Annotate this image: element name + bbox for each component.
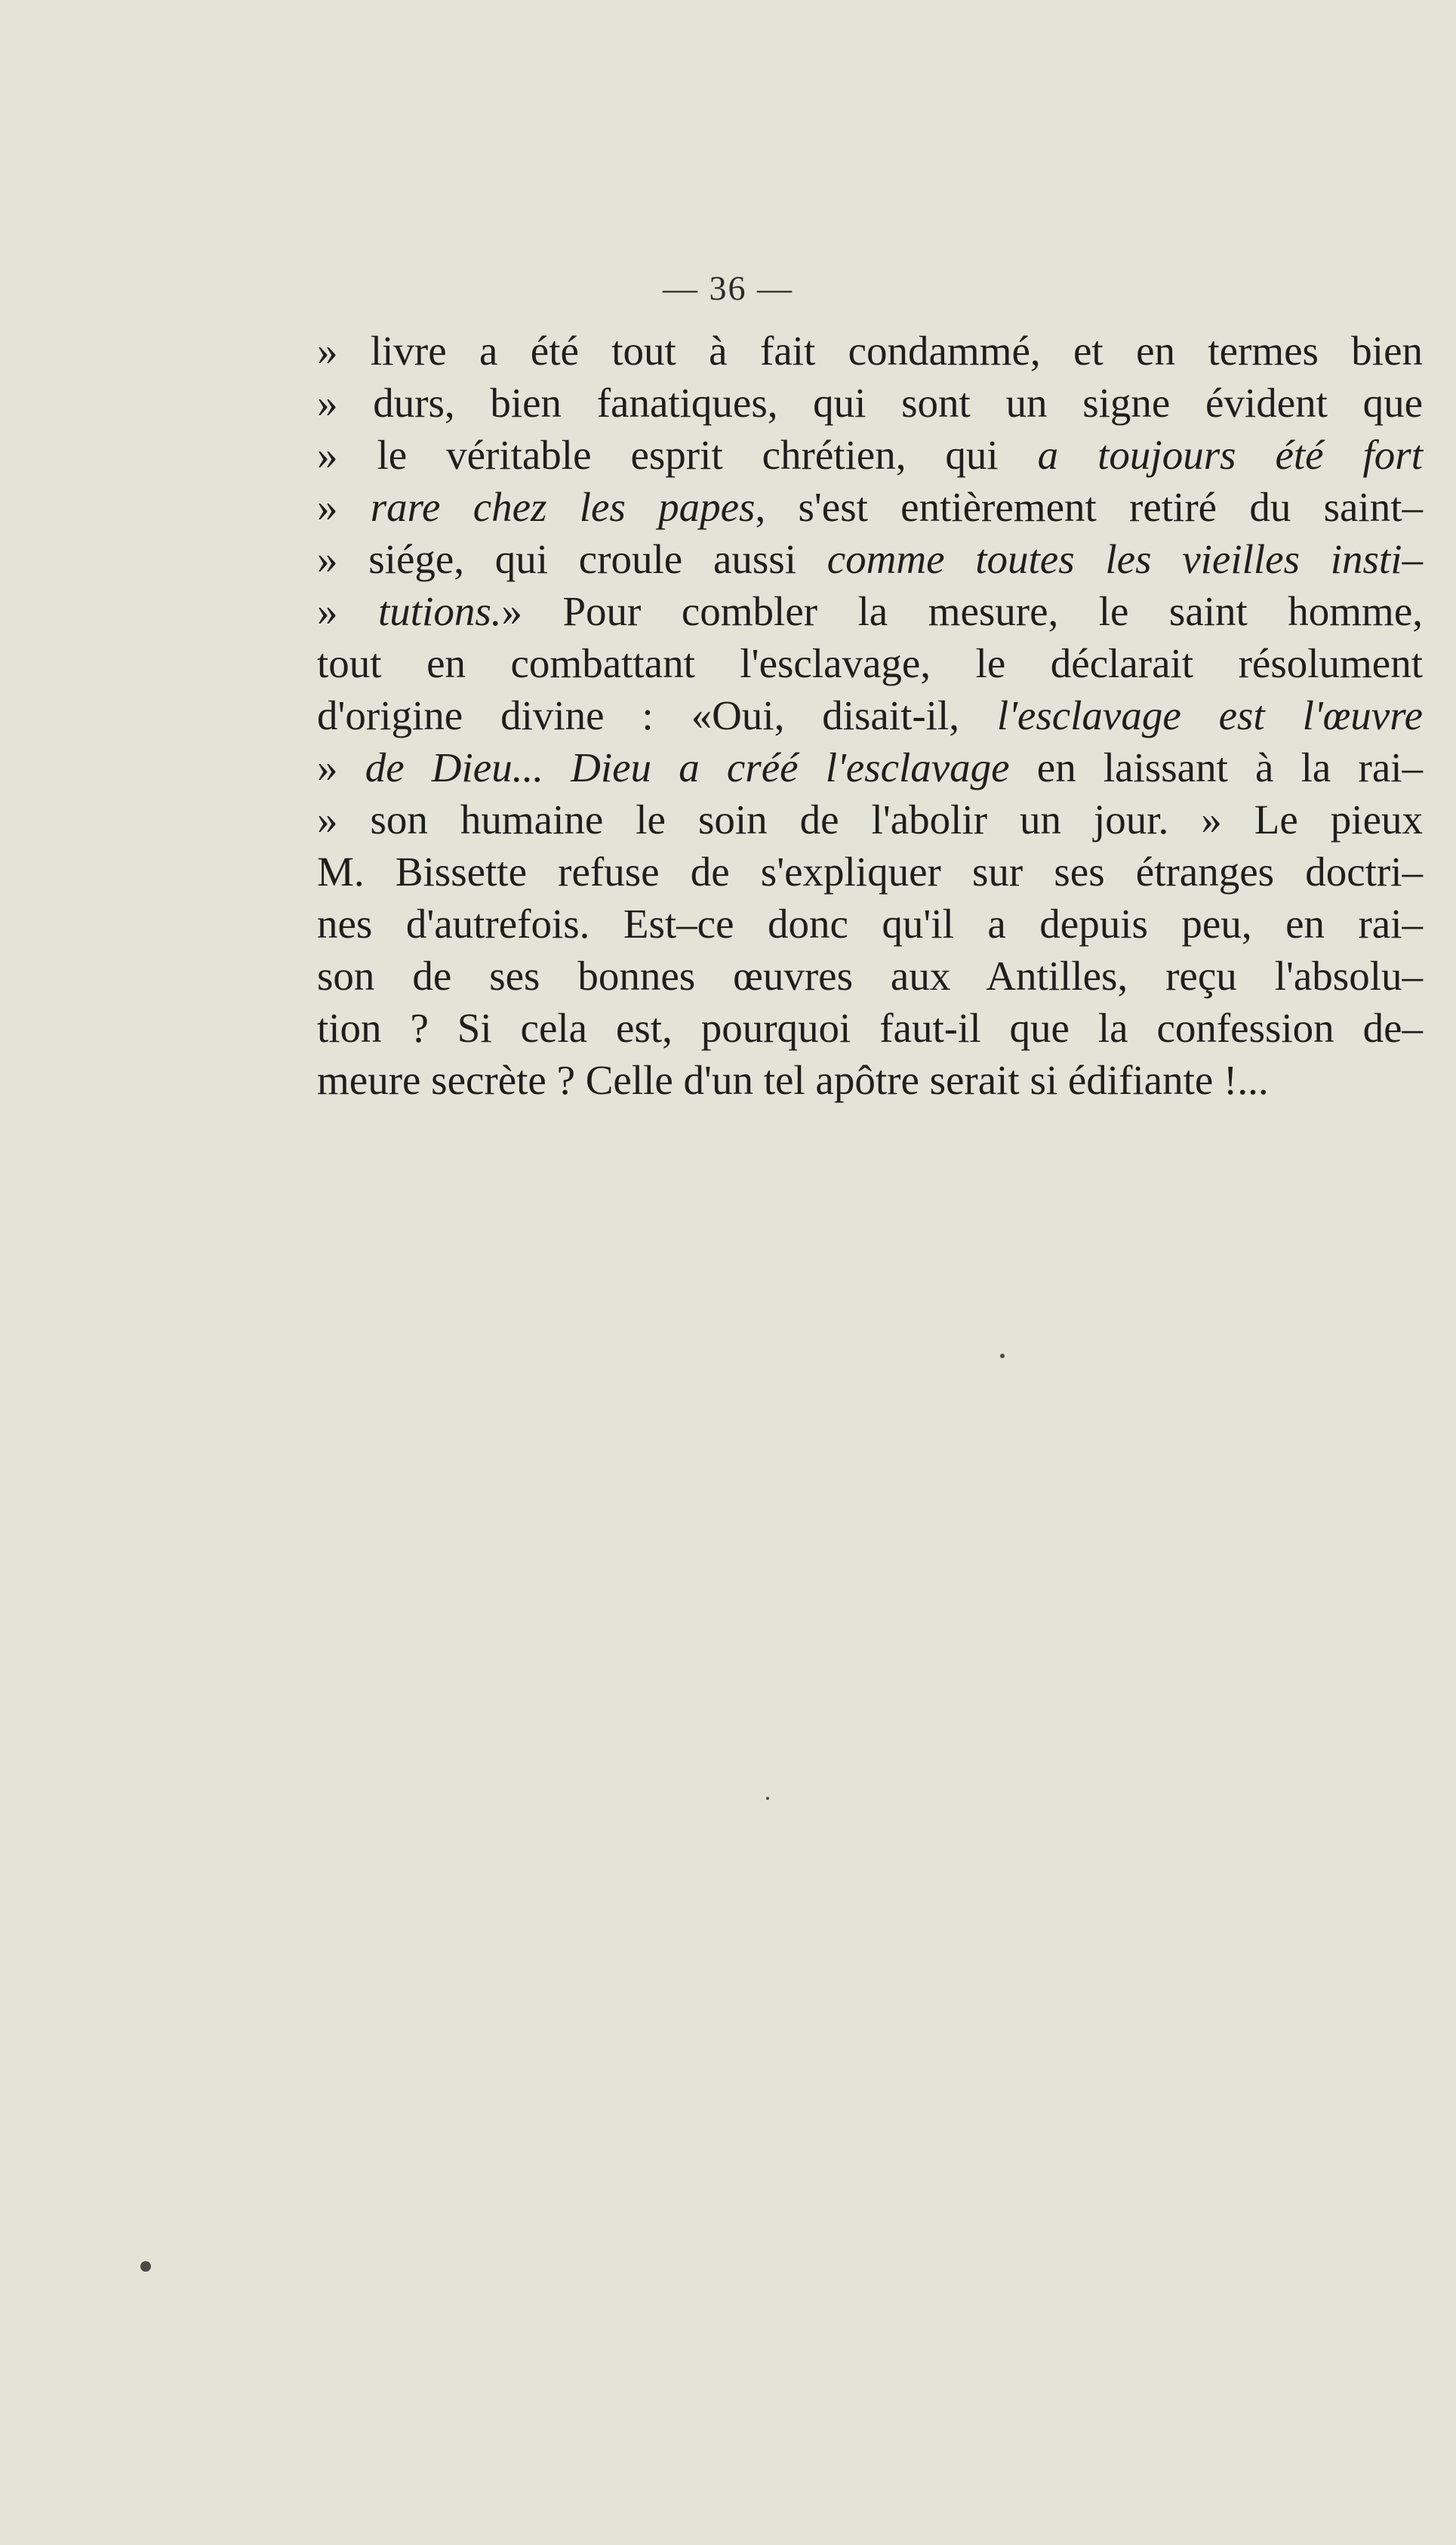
italic-text: comme toutes les vieilles insti– (827, 536, 1423, 582)
text-line: » le véritable esprit chrétien, qui a toujours été fort (317, 432, 1423, 478)
text-line: » de Dieu... Dieu a créé l'esclavage en laissant à la rai– (317, 744, 1424, 790)
text-line: nes d'autrefois. Est–ce donc qu'il a depuis peu, en rai– (317, 901, 1423, 947)
page-number: — 36 — (663, 269, 793, 307)
paper-speck (140, 2261, 151, 2272)
text-line: son de ses bonnes œuvres aux Antilles, reçu l'absolu– (317, 953, 1423, 999)
italic-text: tutions. (377, 588, 502, 634)
body-text (317, 325, 1423, 1106)
paper-speck (766, 1797, 769, 1800)
text-line: meure secrète ? Celle d'un tel apôtre serait si édifiante !... (317, 1057, 1269, 1103)
text-line: tion ? Si cela est, pourquoi faut-il que la confession de– (317, 1005, 1423, 1051)
text-line: tout en combattant l'esclavage, le déclarait résolument (317, 640, 1423, 686)
italic-text: de Dieu... Dieu a créé l'esclavage (365, 744, 1010, 790)
text-line: » son humaine le soin de l'abolir un jour. » Le pieux (317, 796, 1423, 843)
text-line: » rare chez les papes, s'est entièrement retiré du saint– (317, 484, 1423, 530)
text-line: » siége, qui croule aussi comme toutes les vieilles insti– (317, 536, 1423, 582)
italic-text: rare chez les papes (370, 484, 756, 530)
italic-text: a toujours été fort (1037, 432, 1423, 478)
paper-speck (1000, 1354, 1005, 1358)
text-line: » tutions.» Pour combler la mesure, le saint homme, (317, 588, 1423, 634)
italic-text: l'esclavage est l'œuvre (996, 692, 1423, 738)
text-line: » durs, bien fanatiques, qui sont un signe évident que (317, 380, 1423, 426)
text-line: » livre a été tout à fait condammé, et en termes bien (317, 328, 1423, 374)
text-line: M. Bissette refuse de s'expliquer sur ses étranges doctri– (317, 849, 1423, 895)
text-line: d'origine divine : «Oui, disait-il, l'esclavage est l'œuvre (317, 692, 1423, 738)
